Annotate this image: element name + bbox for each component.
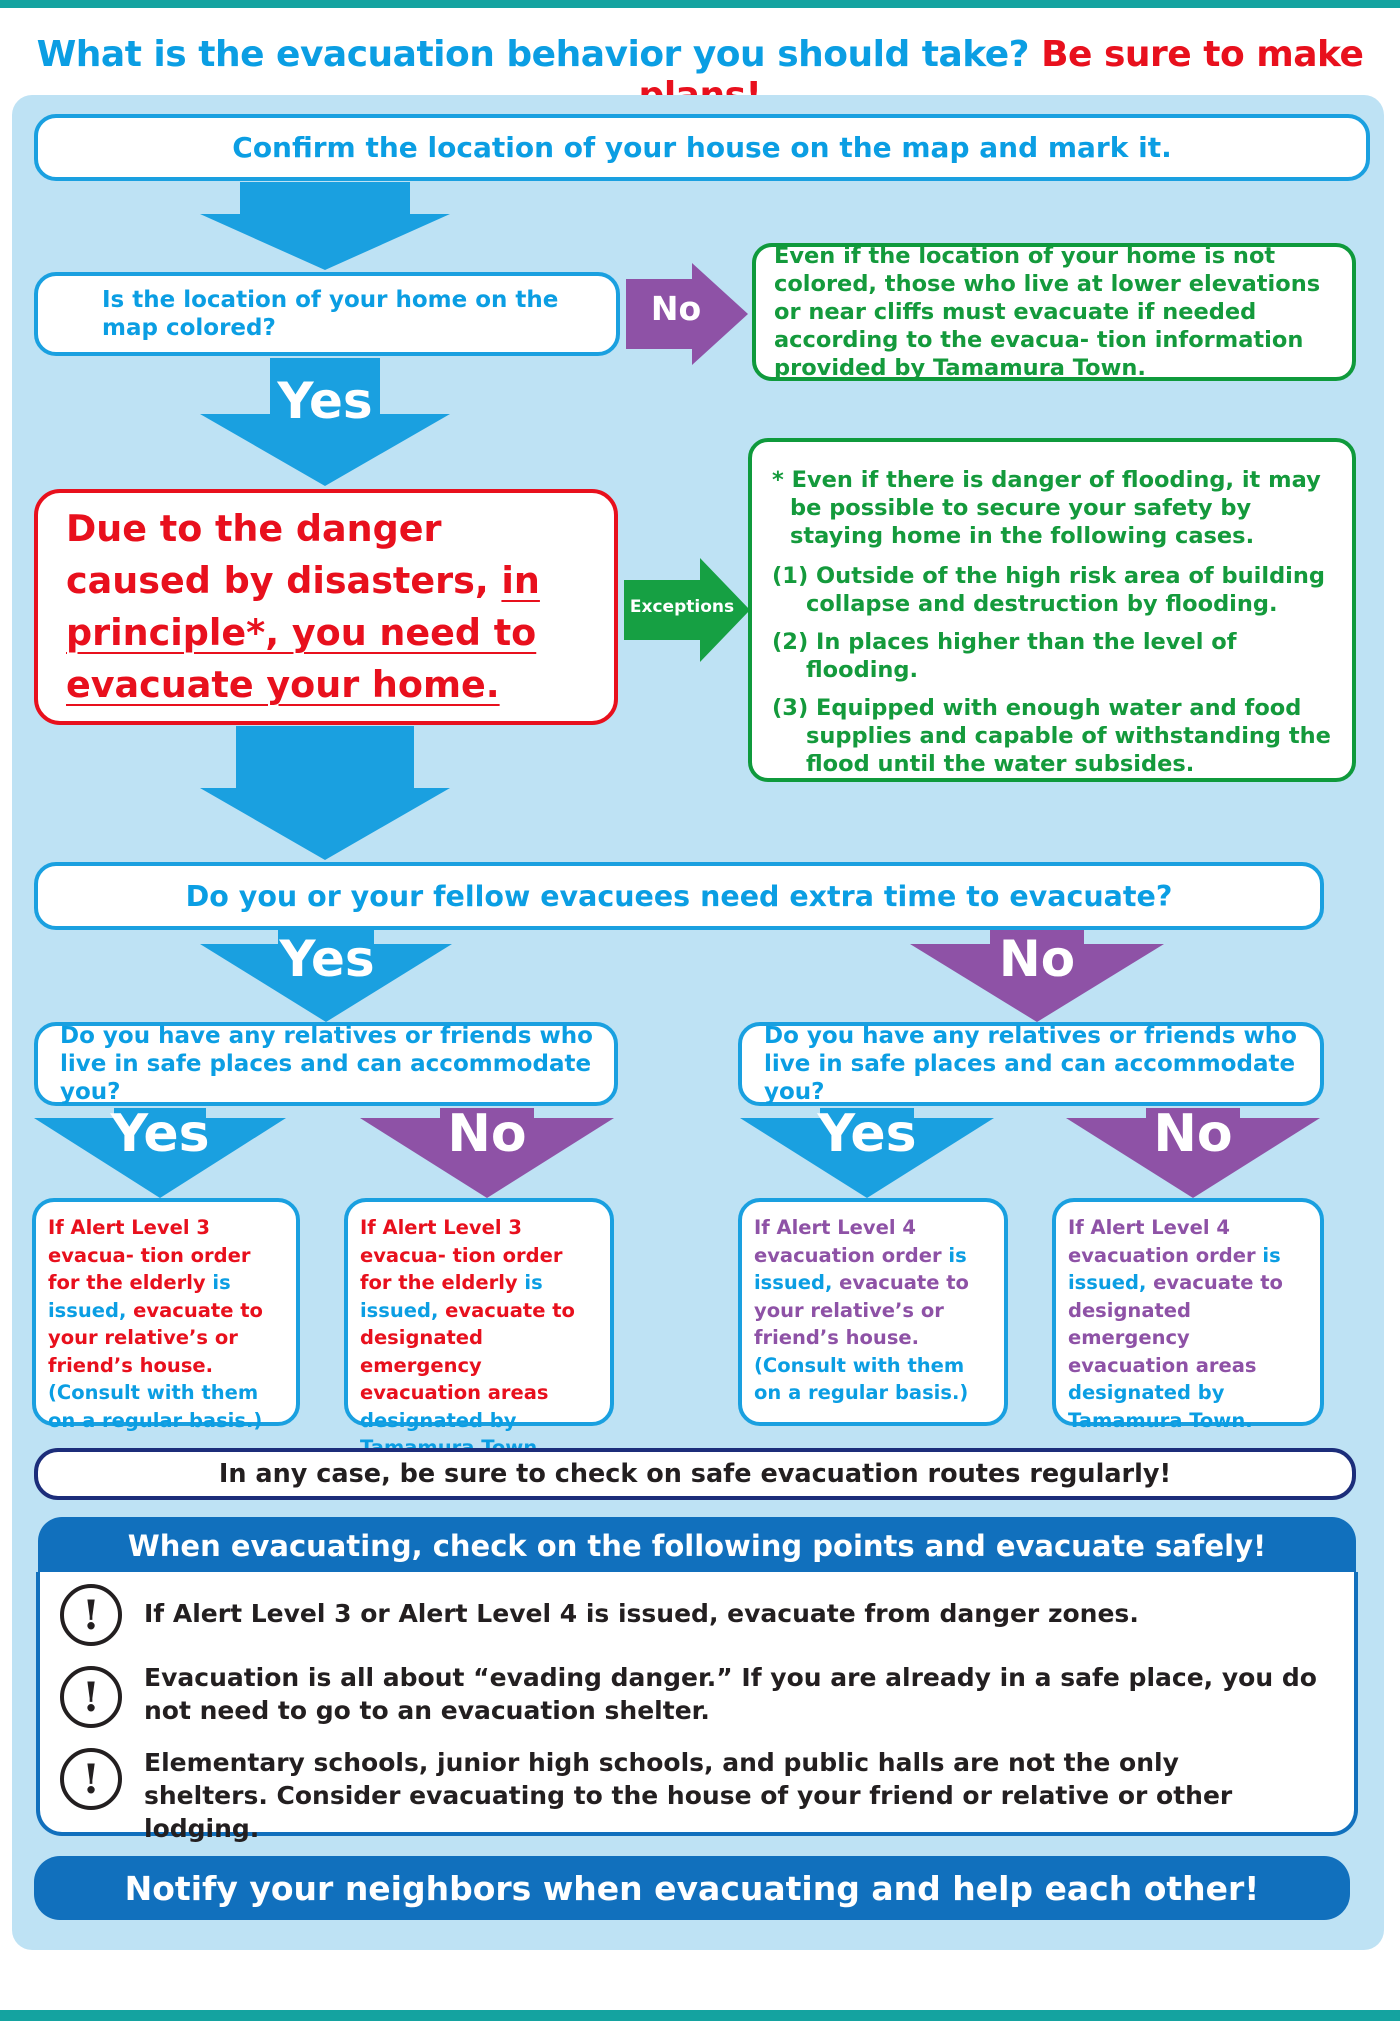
outcome-text-red: evacuate to your relative’s or friend’s house.	[48, 1298, 263, 1377]
exception-item: (3) Equipped with enough water and food supplies and capable of withstanding the flood until the water subsides.	[772, 695, 1331, 777]
relatives-question-left-text: Do you have any relatives or friends who live in safe places and can accommodate you?	[60, 1023, 593, 1105]
label-yes-3: Yes	[110, 1104, 210, 1164]
notify-neighbors-text: Notify your neighbors when evacuating and help each other!	[124, 1868, 1260, 1908]
point-item	[60, 1584, 1139, 1646]
title-question: What is the evacuation behavior you should take?	[36, 34, 1030, 75]
step-map-colored-question	[34, 272, 620, 356]
notify-neighbors-banner	[34, 1856, 1350, 1920]
top-color-bar	[0, 0, 1400, 8]
principle-text-part1: Due to the danger caused by disasters,	[66, 507, 502, 602]
routes-note	[34, 1448, 1356, 1500]
label-yes-1: Yes	[277, 372, 373, 430]
outcome-text-purple: If Alert Level 4 evacuation order	[754, 1216, 942, 1267]
outcome-text-red: If Alert Level 3 evacua- tion order for the elderly	[48, 1216, 251, 1294]
exclamation-icon: !	[60, 1666, 122, 1728]
exceptions-intro: * Even if there is danger of flooding, it may be possible to secure your safety by staying home in the following cases.	[772, 467, 1321, 549]
outcome-text-blue: (Consult with them on a regular basis.)	[754, 1353, 969, 1404]
exceptions-list	[772, 562, 1338, 778]
outcome-relative-level4	[738, 1198, 1008, 1426]
step-map-colored-text: Is the location of your home on the map colored?	[102, 287, 559, 341]
outcome-text-blue: is issued,	[48, 1271, 231, 1322]
outcome-text-blue: is issued,	[360, 1271, 543, 1322]
label-no-4: No	[1153, 1104, 1233, 1164]
exception-item: (2) In places higher than the level of flooding.	[772, 629, 1237, 683]
routes-note-text: In any case, be sure to check on safe evacuation routes regularly!	[218, 1459, 1172, 1489]
exception-item: (1) Outside of the high risk area of building collapse and destruction by flooding.	[772, 563, 1326, 617]
arrow-down-2	[200, 726, 450, 860]
outcome-text-purple: evacuate to your relative’s or friend’s house.	[754, 1271, 969, 1349]
step-confirm-location-text: Confirm the location of your house on the map and mark it.	[232, 131, 1172, 164]
point-item	[60, 1748, 1264, 1845]
exclamation-icon: !	[60, 1748, 122, 1810]
label-no-1: No	[650, 289, 702, 328]
step-extra-time-question	[34, 862, 1324, 930]
relatives-question-left	[34, 1022, 618, 1106]
point-item	[60, 1663, 1324, 1728]
point-item-text: Elementary schools, junior high schools, and public halls are not the only shelters. Consider evacuating to the house of your friend or relative or other lodging.	[144, 1748, 1233, 1843]
principle-evacuate-box	[34, 489, 618, 725]
exclamation-icon: !	[60, 1584, 122, 1646]
outcome-text-blue: designated by Tamamura Town.	[1068, 1381, 1253, 1432]
points-title: When evacuating, check on the following points and evacuate safely!	[127, 1529, 1267, 1563]
outcome-shelter-level4	[1052, 1198, 1324, 1432]
outcome-relative-level3	[32, 1198, 300, 1432]
points-header	[38, 1517, 1356, 1575]
label-yes-4: Yes	[817, 1104, 917, 1164]
note-not-colored-text: Even if the location of your home is not colored, those who live at lower elevations or near cliffs must evacuate if needed according to the evacua- tion information provided by Tamamura Town.	[774, 243, 1321, 381]
outcome-text-blue: is issued,	[1068, 1243, 1281, 1294]
label-no-2: No	[998, 930, 1076, 988]
label-yes-2: Yes	[279, 930, 375, 988]
outcome-text-blue: is issued,	[754, 1243, 967, 1294]
note-not-colored	[752, 243, 1356, 381]
point-item-text: Evacuation is all about “evading danger.” If you are already in a safe place, you do not need to go to an evacuation shelter.	[144, 1663, 1317, 1725]
step-extra-time-text: Do you or your fellow evacuees need extra time to evacuate?	[185, 879, 1173, 913]
label-exceptions: Exceptions	[629, 597, 735, 617]
outcome-text-blue: (Consult with them on a regular basis.)	[48, 1381, 263, 1432]
principle-text	[66, 503, 596, 711]
relatives-question-right	[738, 1022, 1324, 1106]
point-item-text: If Alert Level 3 or Alert Level 4 is issued, evacuate from danger zones.	[144, 1599, 1139, 1628]
outcome-text-blue: designated by	[360, 1408, 517, 1432]
principle-text-underlined: in principle*, you need to evacuate your home.	[66, 559, 540, 706]
bottom-color-bar	[0, 2010, 1400, 2021]
outcome-text-red: If Alert Level 3 evacua- tion order for the elderly	[360, 1216, 563, 1294]
title-emphasis: Be sure to make	[1041, 34, 1364, 75]
label-no-3: No	[447, 1104, 527, 1164]
outcome-text-purple: If Alert Level 4 evacuation order	[1068, 1216, 1256, 1267]
exceptions-box	[748, 438, 1356, 782]
outcome-text-purple: evacuate to designated emergency evacuation areas	[1068, 1271, 1283, 1377]
relatives-question-right-text: Do you have any relatives or friends who live in safe places and can accommodate you?	[764, 1023, 1297, 1105]
points-box	[36, 1572, 1358, 1843]
step-confirm-location	[34, 114, 1370, 181]
outcome-text-red: evacuate to designated emergency evacuation areas	[360, 1298, 575, 1404]
outcome-shelter-level3	[344, 1198, 614, 1432]
arrow-down-1	[200, 182, 450, 270]
